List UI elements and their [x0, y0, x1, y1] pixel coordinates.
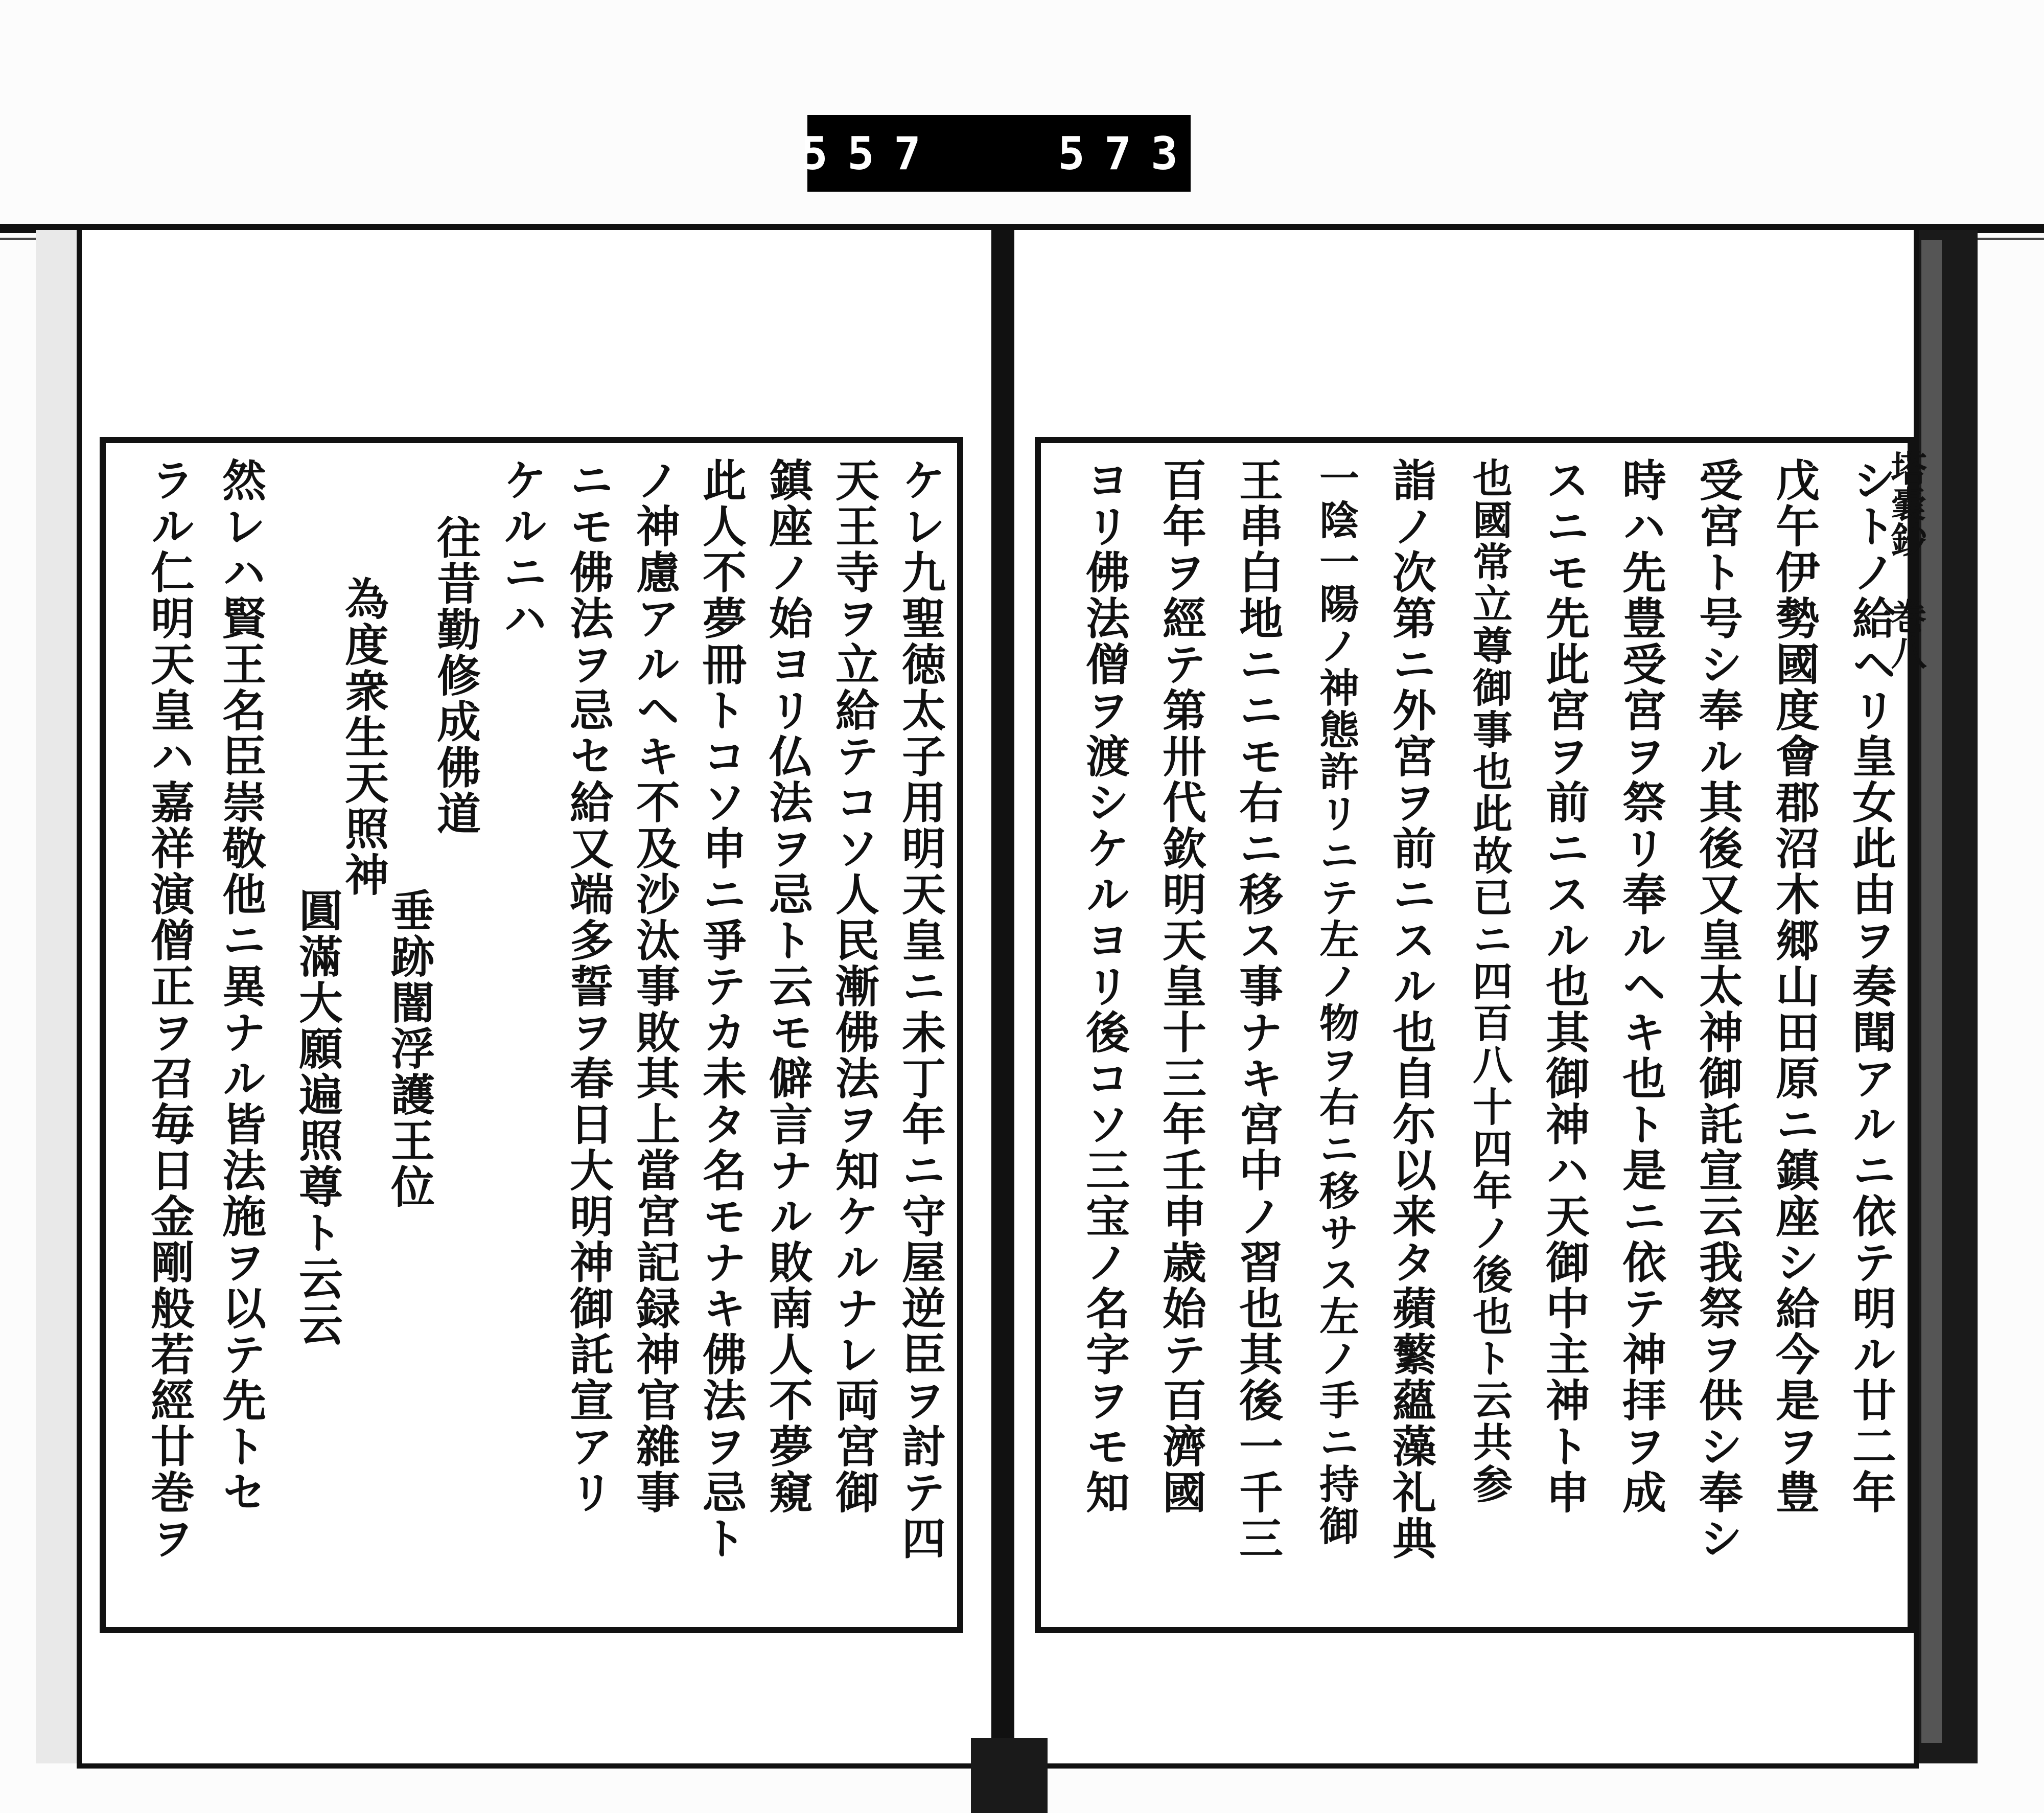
right-col-3: 受宮ト号シ奉ル其後又皇太神御託宣云我祭ヲ供シ奉シ	[1691, 457, 1743, 1562]
left-col-verse-4: 圓滿大願遍照尊ト云云	[291, 888, 343, 1348]
right-col-11: ヨリ佛法僧ヲ渡シケルヨリ後コソ三宝ノ名字ヲモ知	[1078, 457, 1130, 1516]
right-col-10: 百年ヲ經テ第卅代欽明天皇十三年壬申歳始テ百濟國	[1155, 457, 1206, 1516]
archive-reference-label	[801, 115, 1197, 192]
book-gutter	[996, 225, 1009, 1779]
left-col-12: 然レハ賢王名臣崇敬他ニ異ナル皆法施ヲ以テ先トセ	[215, 457, 266, 1516]
archive-number-right: 573	[1058, 127, 1197, 180]
right-col-8: 一陰一陽ノ神態許リニテ左ノ物ヲ右ニ移サス左ノ手ニ持御	[1313, 457, 1359, 1547]
left-text-frame	[100, 437, 963, 1633]
right-margin-volume: 巻八	[1885, 598, 1927, 670]
left-col-2: 天王寺ヲ立給テコソ人民漸佛法ヲ知ケルナレ両宮御	[828, 457, 879, 1516]
left-col-6: ニモ佛法ヲ忌セ給又端多誓ヲ春日大明神御託宣アリ	[562, 457, 614, 1516]
right-margin-title: 塔嚢鈔	[1885, 450, 1927, 557]
left-col-7: ケルニハ	[496, 457, 547, 641]
right-col-2: 戊午伊勢國度會郡沼木郷山田原ニ鎮座シ給今是ヲ豊	[1768, 457, 1820, 1516]
left-col-4: 此人不夢冊トコソ申ニ爭テカ未タ名モナキ佛法ヲ忌ト	[695, 457, 747, 1562]
right-col-4: 時ハ先豊受宮ヲ祭リ奉ルヘキ也ト是ニ依テ神拝ヲ成	[1615, 457, 1666, 1516]
gutter-foot	[971, 1738, 1048, 1813]
left-col-1: ケレ九聖徳太子用明天皇ニ未丁年ニ守屋逆臣ヲ討テ四	[894, 457, 946, 1562]
left-col-5: ノ神慮アルヘキ不及沙汰事敗其上當宮記録神官雜事	[629, 457, 680, 1516]
right-col-5: スニモ先此宮ヲ前ニスル也其御神ハ天御中主神ト申	[1538, 457, 1590, 1516]
left-col-verse-2: 垂跡闇浮護王位	[383, 888, 435, 1210]
right-col-6: 也國常立尊御事也此故已ニ四百八十四年ノ後也ト云共参	[1466, 457, 1513, 1505]
left-col-13: ラル仁明天皇ハ嘉祥演僧正ヲ召毎日金剛般若經廿巻ヲ	[143, 457, 195, 1562]
left-col-verse-1: 往昔勤修成佛道	[429, 515, 481, 837]
right-text-frame	[1035, 437, 1914, 1633]
left-col-verse-3: 為度衆生天照神	[337, 576, 389, 898]
right-col-1: シトノ給ヘリ皇女此由ヲ奏聞アルニ依テ明ル廿二年	[1845, 457, 1896, 1516]
archive-number-left: 557	[801, 127, 940, 180]
right-col-7: 詣ノ次第ニ外宮ヲ前ニスル也自尓以来タ蘋蘩蘊藻礼典	[1385, 457, 1436, 1562]
left-col-3: 鎮座ノ始ヨリ仏法ヲ忌ト云モ僻言ナル敗南人不夢窺	[761, 457, 813, 1516]
right-col-9: 王串白地ニニモ右ニ移ス事ナキ宮中ノ習也其後一千三	[1232, 457, 1283, 1562]
